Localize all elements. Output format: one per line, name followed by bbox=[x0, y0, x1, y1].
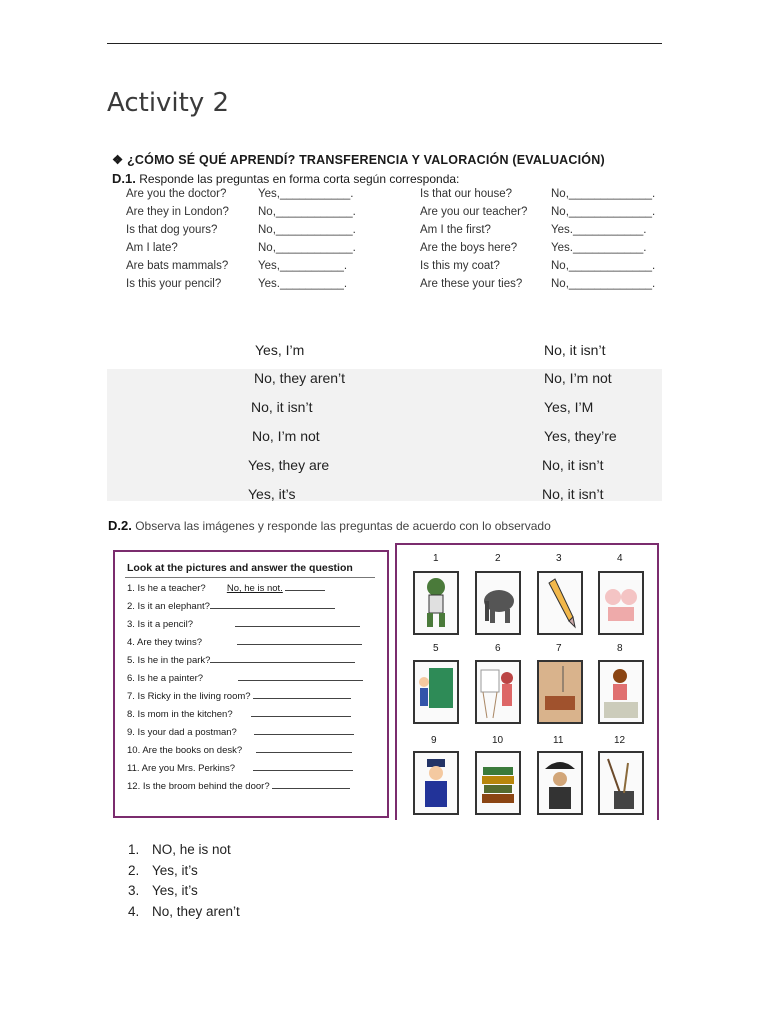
answer-blank: No,____________. bbox=[258, 224, 356, 236]
answer-line bbox=[253, 761, 353, 771]
d2-label: D.2. bbox=[108, 518, 132, 533]
d2-item-text: 1. Is he a teacher? bbox=[127, 583, 206, 594]
answer-right: No, I’m not bbox=[544, 370, 612, 386]
answer-line bbox=[254, 725, 354, 735]
answer-blank: Yes.___________. bbox=[551, 242, 647, 254]
list-number: 1. bbox=[128, 842, 140, 857]
question: Are you the doctor? bbox=[126, 188, 227, 200]
d2-item bbox=[127, 725, 354, 738]
d2-item-text: 4. Are they twins? bbox=[127, 637, 202, 648]
answer-right: No, it isn’t bbox=[544, 342, 606, 358]
d2-item-text: 5. Is he in the park? bbox=[127, 655, 211, 666]
picture-number: 3 bbox=[556, 553, 562, 564]
picture-number: 7 bbox=[556, 643, 562, 654]
picture-number: 1 bbox=[433, 553, 439, 564]
question: Am I late? bbox=[126, 242, 178, 254]
d2-instruction bbox=[108, 518, 551, 533]
answer-blank: No,_____________. bbox=[551, 278, 656, 290]
answer-line bbox=[256, 743, 352, 753]
d2-item bbox=[127, 779, 350, 792]
answer-blank: Yes.___________. bbox=[551, 224, 647, 236]
answer-right: No, it isn’t bbox=[542, 486, 604, 502]
answer-line bbox=[210, 653, 355, 663]
d2-instruction-text: Observa las imágenes y responde las preguntas de acuerdo con lo observado bbox=[135, 519, 551, 533]
page-title: Activity 2 bbox=[107, 88, 230, 118]
d2-box-title: Look at the pictures and answer the question bbox=[127, 562, 353, 574]
broom-picture bbox=[598, 751, 644, 815]
picture-number: 8 bbox=[617, 643, 623, 654]
policeman-picture bbox=[413, 751, 459, 815]
answer-blank: No,_____________. bbox=[551, 206, 656, 218]
answer-line bbox=[272, 779, 350, 789]
picture-number: 2 bbox=[495, 553, 501, 564]
d2-item-text: 8. Is mom in the kitchen? bbox=[127, 709, 233, 720]
picture-number: 11 bbox=[553, 735, 564, 746]
d2-question-box bbox=[113, 550, 389, 818]
answer-left: No, I’m not bbox=[252, 428, 320, 444]
list-text: No, they aren’t bbox=[152, 903, 240, 919]
d2-pictures-panel bbox=[395, 543, 659, 820]
d2-item-text: 7. Is Ricky in the living room? bbox=[127, 691, 251, 702]
question: Are you our teacher? bbox=[420, 206, 528, 218]
living-room-picture bbox=[537, 660, 583, 724]
d2-item-text: 2. Is it an elephant? bbox=[127, 601, 210, 612]
answer-line bbox=[235, 617, 360, 627]
question: Am I the first? bbox=[420, 224, 491, 236]
d2-item bbox=[127, 599, 335, 612]
answer-blank: No,____________. bbox=[258, 206, 356, 218]
answer-blank: No,_____________. bbox=[551, 260, 656, 272]
list-text: Yes, it’s bbox=[152, 862, 198, 878]
answer-line bbox=[285, 581, 325, 591]
twins-picture bbox=[598, 571, 644, 635]
question: Is that our house? bbox=[420, 188, 513, 200]
question: Is this your pencil? bbox=[126, 278, 222, 290]
answer-line bbox=[251, 707, 351, 717]
d1-instruction bbox=[112, 171, 459, 186]
answer-left: Yes, it’s bbox=[248, 486, 296, 502]
painter-picture bbox=[475, 660, 521, 724]
d2-item-text: 10. Are the books on desk? bbox=[127, 745, 243, 756]
answer-blank: Yes,__________. bbox=[258, 260, 348, 272]
answer-left: No, they aren’t bbox=[254, 370, 346, 386]
question: Is this my coat? bbox=[420, 260, 500, 272]
books-picture bbox=[475, 751, 521, 815]
answer-line bbox=[237, 635, 362, 645]
question: Are the boys here? bbox=[420, 242, 518, 254]
picture-number: 12 bbox=[614, 735, 626, 746]
d2-item-text: 11. Are you Mrs. Perkins? bbox=[127, 763, 236, 774]
answer-left: No, it isn’t bbox=[251, 399, 313, 415]
man-with-umbrella-picture bbox=[537, 751, 583, 815]
final-answers-list bbox=[128, 842, 240, 924]
d2-item-text: 3. Is it a pencil? bbox=[127, 619, 194, 630]
d2-item bbox=[127, 743, 352, 756]
d2-item bbox=[127, 653, 355, 666]
list-text: NO, he is not bbox=[152, 842, 231, 857]
list-text: Yes, it’s bbox=[152, 883, 198, 898]
d1-instruction-text: Responde las preguntas en forma corta según corresponda: bbox=[139, 172, 460, 186]
d2-item-text: 12. Is the broom behind the door? bbox=[127, 781, 270, 792]
answer-left: Yes, they are bbox=[248, 457, 330, 473]
list-number: 2. bbox=[128, 862, 140, 878]
answer-blank: No,____________. bbox=[258, 242, 356, 254]
d2-item bbox=[127, 671, 363, 684]
answer-right: No, it isn’t bbox=[542, 457, 604, 473]
elephant-picture bbox=[475, 571, 521, 635]
answer-right: Yes, I’M bbox=[544, 399, 594, 415]
d2-item bbox=[127, 635, 362, 648]
d2-item bbox=[127, 617, 360, 630]
answer-line bbox=[238, 671, 363, 681]
d2-first-answer: No, he is not. bbox=[226, 583, 283, 594]
pencil-picture bbox=[537, 571, 583, 635]
question: Is that dog yours? bbox=[126, 224, 218, 236]
picture-number: 5 bbox=[433, 643, 439, 654]
answer-right: Yes, they’re bbox=[544, 428, 617, 444]
question: Are these your ties? bbox=[420, 278, 523, 290]
teacher-picture bbox=[413, 660, 459, 724]
answer-blank: Yes,___________. bbox=[258, 188, 354, 200]
answer-blank: No,_____________. bbox=[551, 188, 656, 200]
answer-line bbox=[253, 689, 351, 699]
question: Are they in London? bbox=[126, 206, 229, 218]
list-item bbox=[128, 904, 240, 925]
list-item bbox=[128, 842, 240, 863]
picture-number: 6 bbox=[495, 643, 501, 654]
question: Are bats mammals? bbox=[126, 260, 229, 272]
d2-item bbox=[127, 689, 351, 702]
answer-left: Yes, I’m bbox=[255, 342, 305, 358]
d2-item-text: 6. Is he a painter? bbox=[127, 673, 204, 684]
d1-label: D.1. bbox=[112, 171, 136, 186]
answer-blank: Yes.__________. bbox=[258, 278, 348, 290]
d1-heading: ❖ ¿CÓMO SÉ QUÉ APRENDÍ? TRANSFERENCIA Y VALORACIÓN (EVALUACIÓN) bbox=[112, 153, 605, 167]
mom-kitchen-picture bbox=[598, 660, 644, 724]
d2-item bbox=[127, 761, 353, 774]
list-number: 4. bbox=[128, 903, 140, 919]
d2-item bbox=[127, 581, 325, 594]
picture-number: 4 bbox=[617, 553, 623, 564]
answer-line bbox=[210, 599, 335, 609]
d2-item bbox=[127, 707, 351, 720]
list-item bbox=[128, 863, 240, 884]
list-number: 3. bbox=[128, 883, 140, 898]
picture-number: 10 bbox=[492, 735, 504, 746]
header-rule bbox=[107, 43, 662, 44]
divider bbox=[125, 577, 375, 578]
picture-number: 9 bbox=[431, 735, 437, 746]
d2-item-text: 9. Is your dad a postman? bbox=[127, 727, 237, 738]
list-item bbox=[128, 883, 240, 904]
football-player-picture bbox=[413, 571, 459, 635]
